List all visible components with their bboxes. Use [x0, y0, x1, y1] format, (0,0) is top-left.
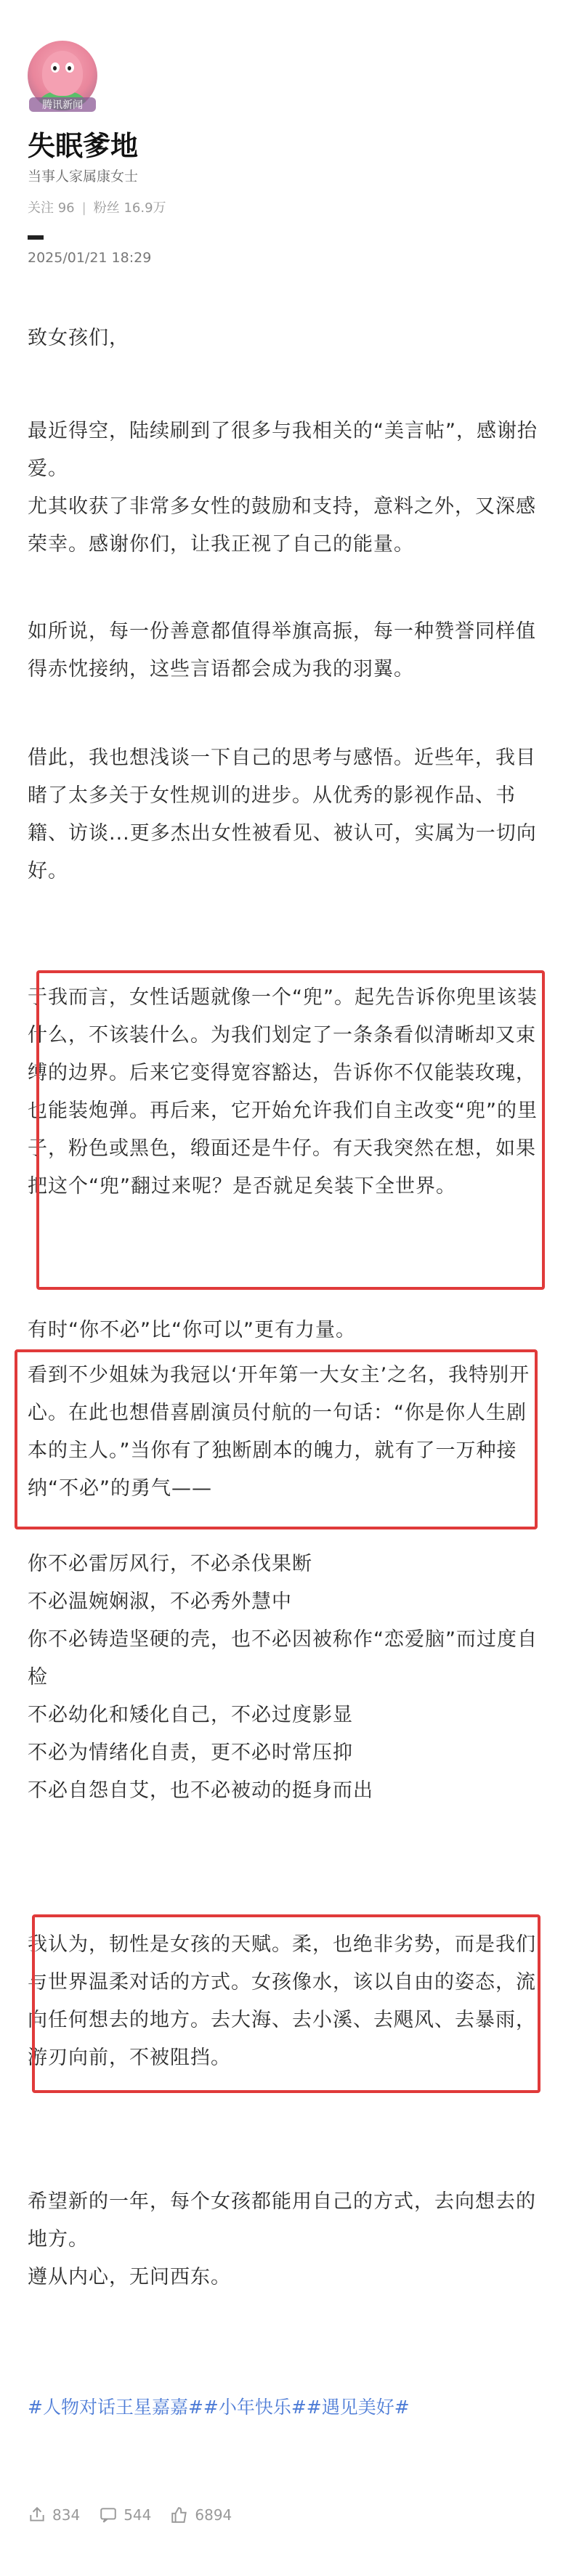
paragraph: 最近得空，陆续刷到了很多与我相关的“美言帖”，感谢抬爱。: [28, 420, 538, 480]
thumbs-up-icon: [170, 2506, 189, 2524]
list-item: 不必为情绪化自责，更不必时常压抑: [28, 1742, 353, 1764]
like-button[interactable]: [170, 2506, 232, 2524]
paragraph: 尤其收获了非常多女性的鼓励和支持，意料之外，又深感荣幸。感谢你们，让我正视了自己的能量。: [28, 495, 536, 556]
share-button[interactable]: [28, 2506, 80, 2524]
paragraph: 于我而言，女性话题就像一个“兜”。起先告诉你兜里该装什么，不该装什么。为我们划定了一条条看似清晰却又束缚的边界。后来它变得宽容豁达，告诉你不仅能装玫瑰，也能装炮弹。再后来，它开始允许我们自主改变“兜”的里子，粉色或黑色，缎面还是牛仔。有天我突然在想，如果把这个“兜”翻过来呢？是否就足矣装下全世界。: [28, 986, 538, 1198]
comment-icon: [99, 2506, 118, 2524]
list-item: 你不必雷厉风行，不必杀伐果断: [28, 1553, 312, 1575]
following-count[interactable]: 关注 96: [28, 200, 75, 216]
action-bar: [28, 2506, 232, 2524]
author-description: 当事人家属康女士: [28, 168, 139, 184]
highlight-box: [36, 970, 545, 1290]
share-count: 834: [52, 2506, 81, 2524]
list-item: 不必自怨自艾，也不必被动的挺身而出: [28, 1779, 373, 1802]
paragraph: 有时“你不必”比“你可以”更有力量。: [28, 1319, 356, 1341]
stats-divider: |: [81, 200, 86, 216]
comment-count: 544: [123, 2506, 152, 2524]
paragraph: 致女孩们，: [28, 327, 129, 349]
comment-button[interactable]: [99, 2506, 151, 2524]
highlight-box: [15, 1349, 538, 1529]
paragraph: 看到不少姐妹为我冠以‘开年第一大女主’之名，我特别开心。在此也想借喜剧演员付航的一句话：“你是你人生剧本的主人。”当你有了独断剧本的魄力，就有了一万种接纳“不必”的勇气——: [28, 1364, 530, 1500]
highlight-box: [32, 1914, 540, 2093]
list-item: 你不必铸造坚硬的壳，也不必因被称作“恋爱脑”而过度自检: [28, 1628, 538, 1689]
author-name[interactable]: 失眠爹地: [28, 130, 139, 162]
avatar-face: [42, 51, 83, 96]
avatar-eye-right: [65, 62, 74, 73]
paragraph: 遵从内心，无问西东。: [28, 2266, 231, 2288]
share-icon: [28, 2506, 46, 2524]
post-timestamp: 2025/01/21 18:29: [28, 250, 152, 266]
paragraph: 如所说，每一份善意都值得举旗高振，每一种赞誉同样值得赤忱接纳，这些言语都会成为我的羽翼。: [28, 620, 536, 680]
author-stats: [28, 198, 166, 216]
avatar-eye-left: [51, 62, 60, 73]
list-item: 不必幼化和矮化自己，不必过度影显: [28, 1704, 353, 1726]
followers-count[interactable]: 粉丝 16.9万: [93, 200, 166, 216]
section-divider: [28, 235, 44, 240]
paragraph: 我认为，韧性是女孩的天赋。柔，也绝非劣势，而是我们与世界温柔对话的方式。女孩像水，该以自由的姿态，流向任何想去的地方。去大海、去小溪、去飓风、去暴雨，游刃向前，不被阻挡。: [28, 1933, 536, 2069]
like-count: 6894: [195, 2506, 232, 2524]
paragraph: 希望新的一年，每个女孩都能用自己的方式，去向想去的地方。: [28, 2190, 536, 2251]
paragraph: 借此，我也想浅谈一下自己的思考与感悟。近些年，我目睹了太多关于女性规训的进步。从优秀的影视作品、书籍、访谈...更多杰出女性被看见、被认可，实属为一切向好。: [28, 747, 537, 882]
list-item: 不必温婉娴淑，不必秀外慧中: [28, 1590, 292, 1613]
avatar-tag: 腾讯新闻: [29, 97, 96, 112]
hashtag-links[interactable]: #人物对话王星嘉嘉##小年快乐##遇见美好#: [28, 2397, 410, 2418]
